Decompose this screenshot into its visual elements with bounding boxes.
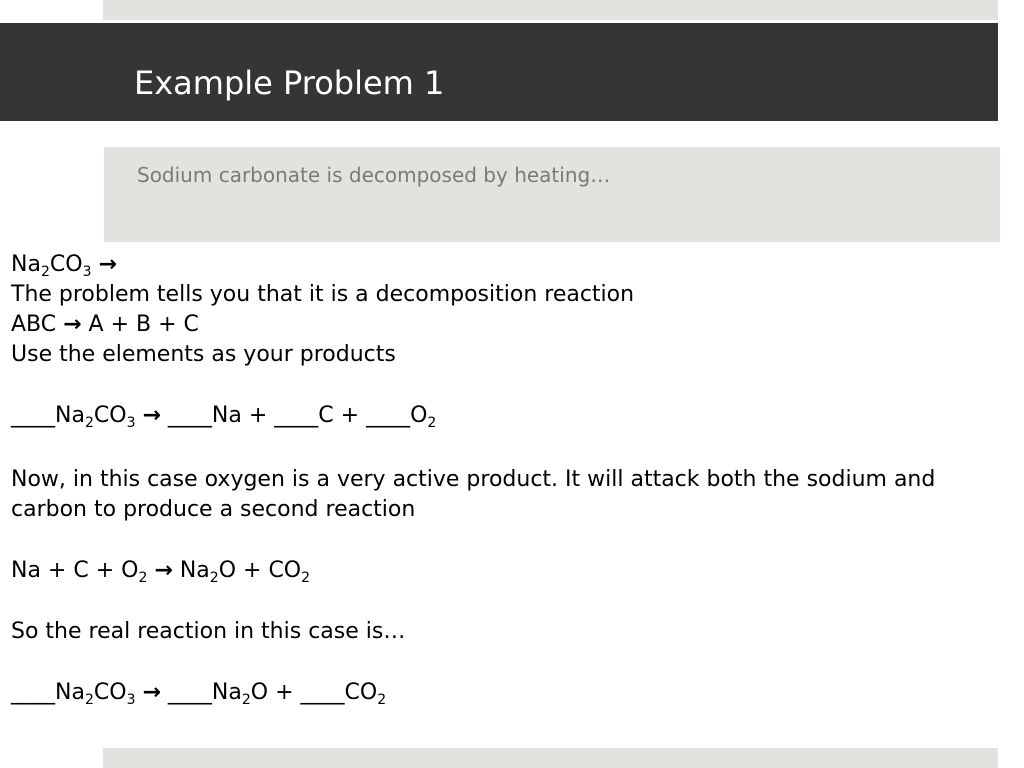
reactant-formula-line: $Na_2CO_3$ →	[11, 252, 117, 280]
oxygen-explanation-paragraph: Now, in this case oxygen is a very active product. It will attack both the sodium and carbon to produce a second reaction	[11, 467, 936, 522]
bottom-decorative-band	[103, 748, 998, 768]
decomposition-statement: The problem tells you that it is a decomposition reaction	[11, 282, 635, 307]
arrow-icon: →	[142, 680, 161, 705]
equation-2: $Na + C + O_2 \to Na_2O + CO_2$	[11, 558, 311, 586]
equation-1: $\_\_\_\_Na_2CO_3$ → ____Na + ____C + $\_\_\_\_O_2$	[11, 403, 437, 431]
arrow-icon: →	[63, 312, 82, 337]
slide-title: Example Problem 1	[134, 64, 445, 102]
arrow-icon: →	[154, 558, 173, 583]
arrow-icon: →	[142, 403, 161, 428]
products-instruction: Use the elements as your products	[11, 342, 396, 367]
subtitle-box	[104, 147, 1000, 242]
slide-subtitle: Sodium carbonate is decomposed by heating…	[137, 163, 611, 187]
real-reaction-statement: So the real reaction in this case is…	[11, 619, 406, 644]
general-decomposition-equation: ABC → A + B + C	[11, 312, 199, 337]
top-decorative-band	[103, 0, 998, 20]
equation-3: $\_\_\_\_Na_2CO_3$ → $\_\_\_\_Na_2O$ + $\_\_\_\_CO_2$	[11, 680, 387, 708]
arrow-icon: →	[98, 252, 117, 277]
slide-body	[11, 250, 1011, 708]
